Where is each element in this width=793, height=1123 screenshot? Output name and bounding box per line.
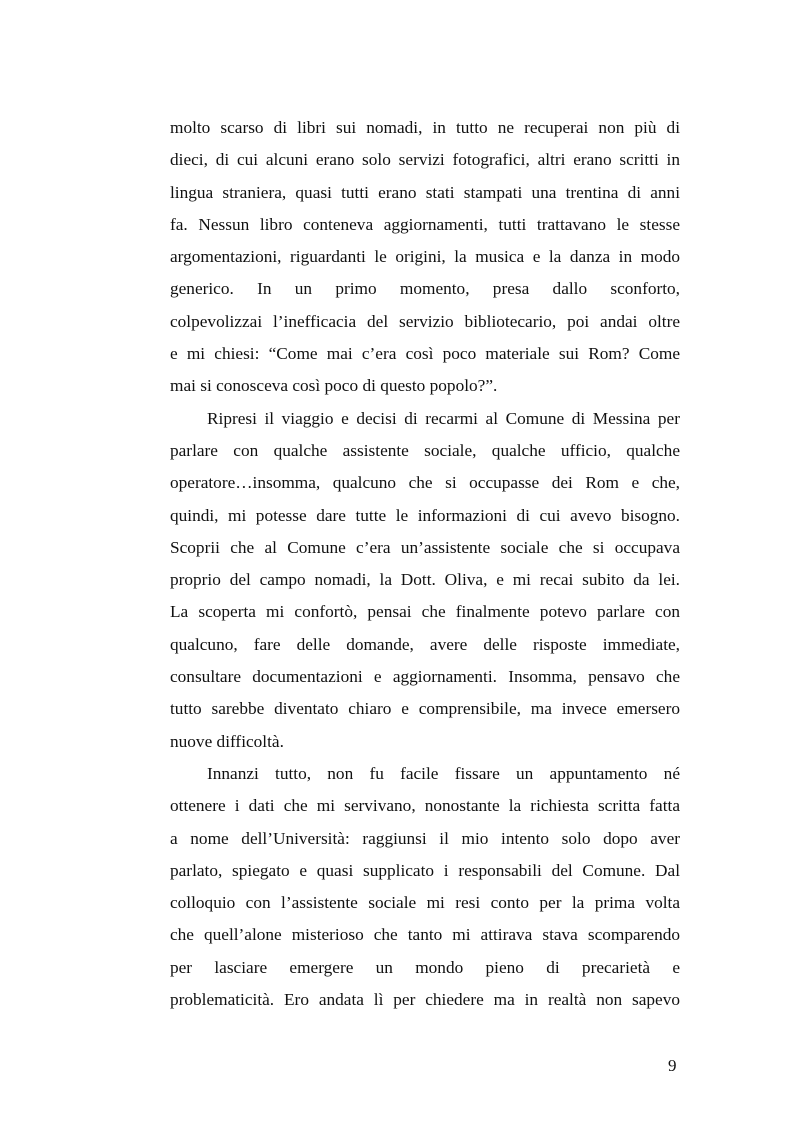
text-line: tutto sarebbe diventato chiaro e comprensibile, ma invece emersero (170, 699, 680, 719)
text-line: dieci, di cui alcuni erano solo servizi fotografici, altri erano scritti in (170, 150, 680, 170)
text-line: parlato, spiegato e quasi supplicato i responsabili del Comune. Dal (170, 860, 680, 880)
text-line: La scoperta mi confortò, pensai che finalmente potevo parlare con (170, 602, 680, 622)
text-line: molto scarso di libri sui nomadi, in tutto ne recuperai non più di (170, 118, 680, 137)
text-line: operatore…insomma, qualcuno che si occupasse dei Rom e che, (170, 473, 680, 493)
text-line: lingua straniera, quasi tutti erano stati stampati una trentina di anni (170, 182, 680, 202)
text-line: problematicità. Ero andata lì per chiedere ma in realtà non sapevo (170, 990, 680, 1010)
text-line: qualcuno, fare delle domande, avere delle risposte immediate, (170, 634, 680, 654)
text-line: a nome dell’Università: raggiunsi il mio intento solo dopo aver (170, 828, 680, 848)
page-number: 9 (668, 1056, 677, 1075)
text-line-last: nuove difficoltà. (170, 731, 284, 751)
text-line-last: mai si conosceva così poco di questo popolo?”. (170, 376, 498, 396)
text-line: che quell’alone misterioso che tanto mi attirava stava scomparendo (170, 925, 680, 945)
text-line: colloquio con l’assistente sociale mi resi conto per la prima volta (170, 893, 680, 913)
text-line: e mi chiesi: “Come mai c’era così poco materiale sui Rom? Come (170, 344, 680, 364)
text-line: quindi, mi potesse dare tutte le informazioni di cui avevo bisogno. (170, 505, 680, 525)
text-line: Scoprii che al Comune c’era un’assistente sociale che si occupava (170, 537, 680, 557)
text-line: proprio del campo nomadi, la Dott. Oliva, e mi recai subito da lei. (170, 570, 680, 590)
text-line-first: Ripresi il viaggio e decisi di recarmi al Comune di Messina per (207, 408, 680, 428)
text-line: per lasciare emergere un mondo pieno di precarietà e (170, 957, 680, 977)
text-line: parlare con qualche assistente sociale, qualche ufficio, qualche (170, 440, 680, 460)
body-text (170, 112, 680, 1016)
text-line: argomentazioni, riguardanti le origini, la musica e la danza in modo (170, 247, 680, 267)
text-line: ottenere i dati che mi servivano, nonostante la richiesta scritta fatta (170, 796, 680, 816)
text-line: colpevolizzai l’inefficacia del servizio bibliotecario, poi andai oltre (170, 311, 680, 331)
text-line: consultare documentazioni e aggiornamenti. Insomma, pensavo che (170, 667, 680, 687)
text-line-first: Innanzi tutto, non fu facile fissare un appuntamento né (207, 763, 680, 783)
text-line: fa. Nessun libro conteneva aggiornamenti, tutti trattavano le stesse (170, 214, 680, 234)
text-line: generico. In un primo momento, presa dallo sconforto, (170, 279, 680, 299)
